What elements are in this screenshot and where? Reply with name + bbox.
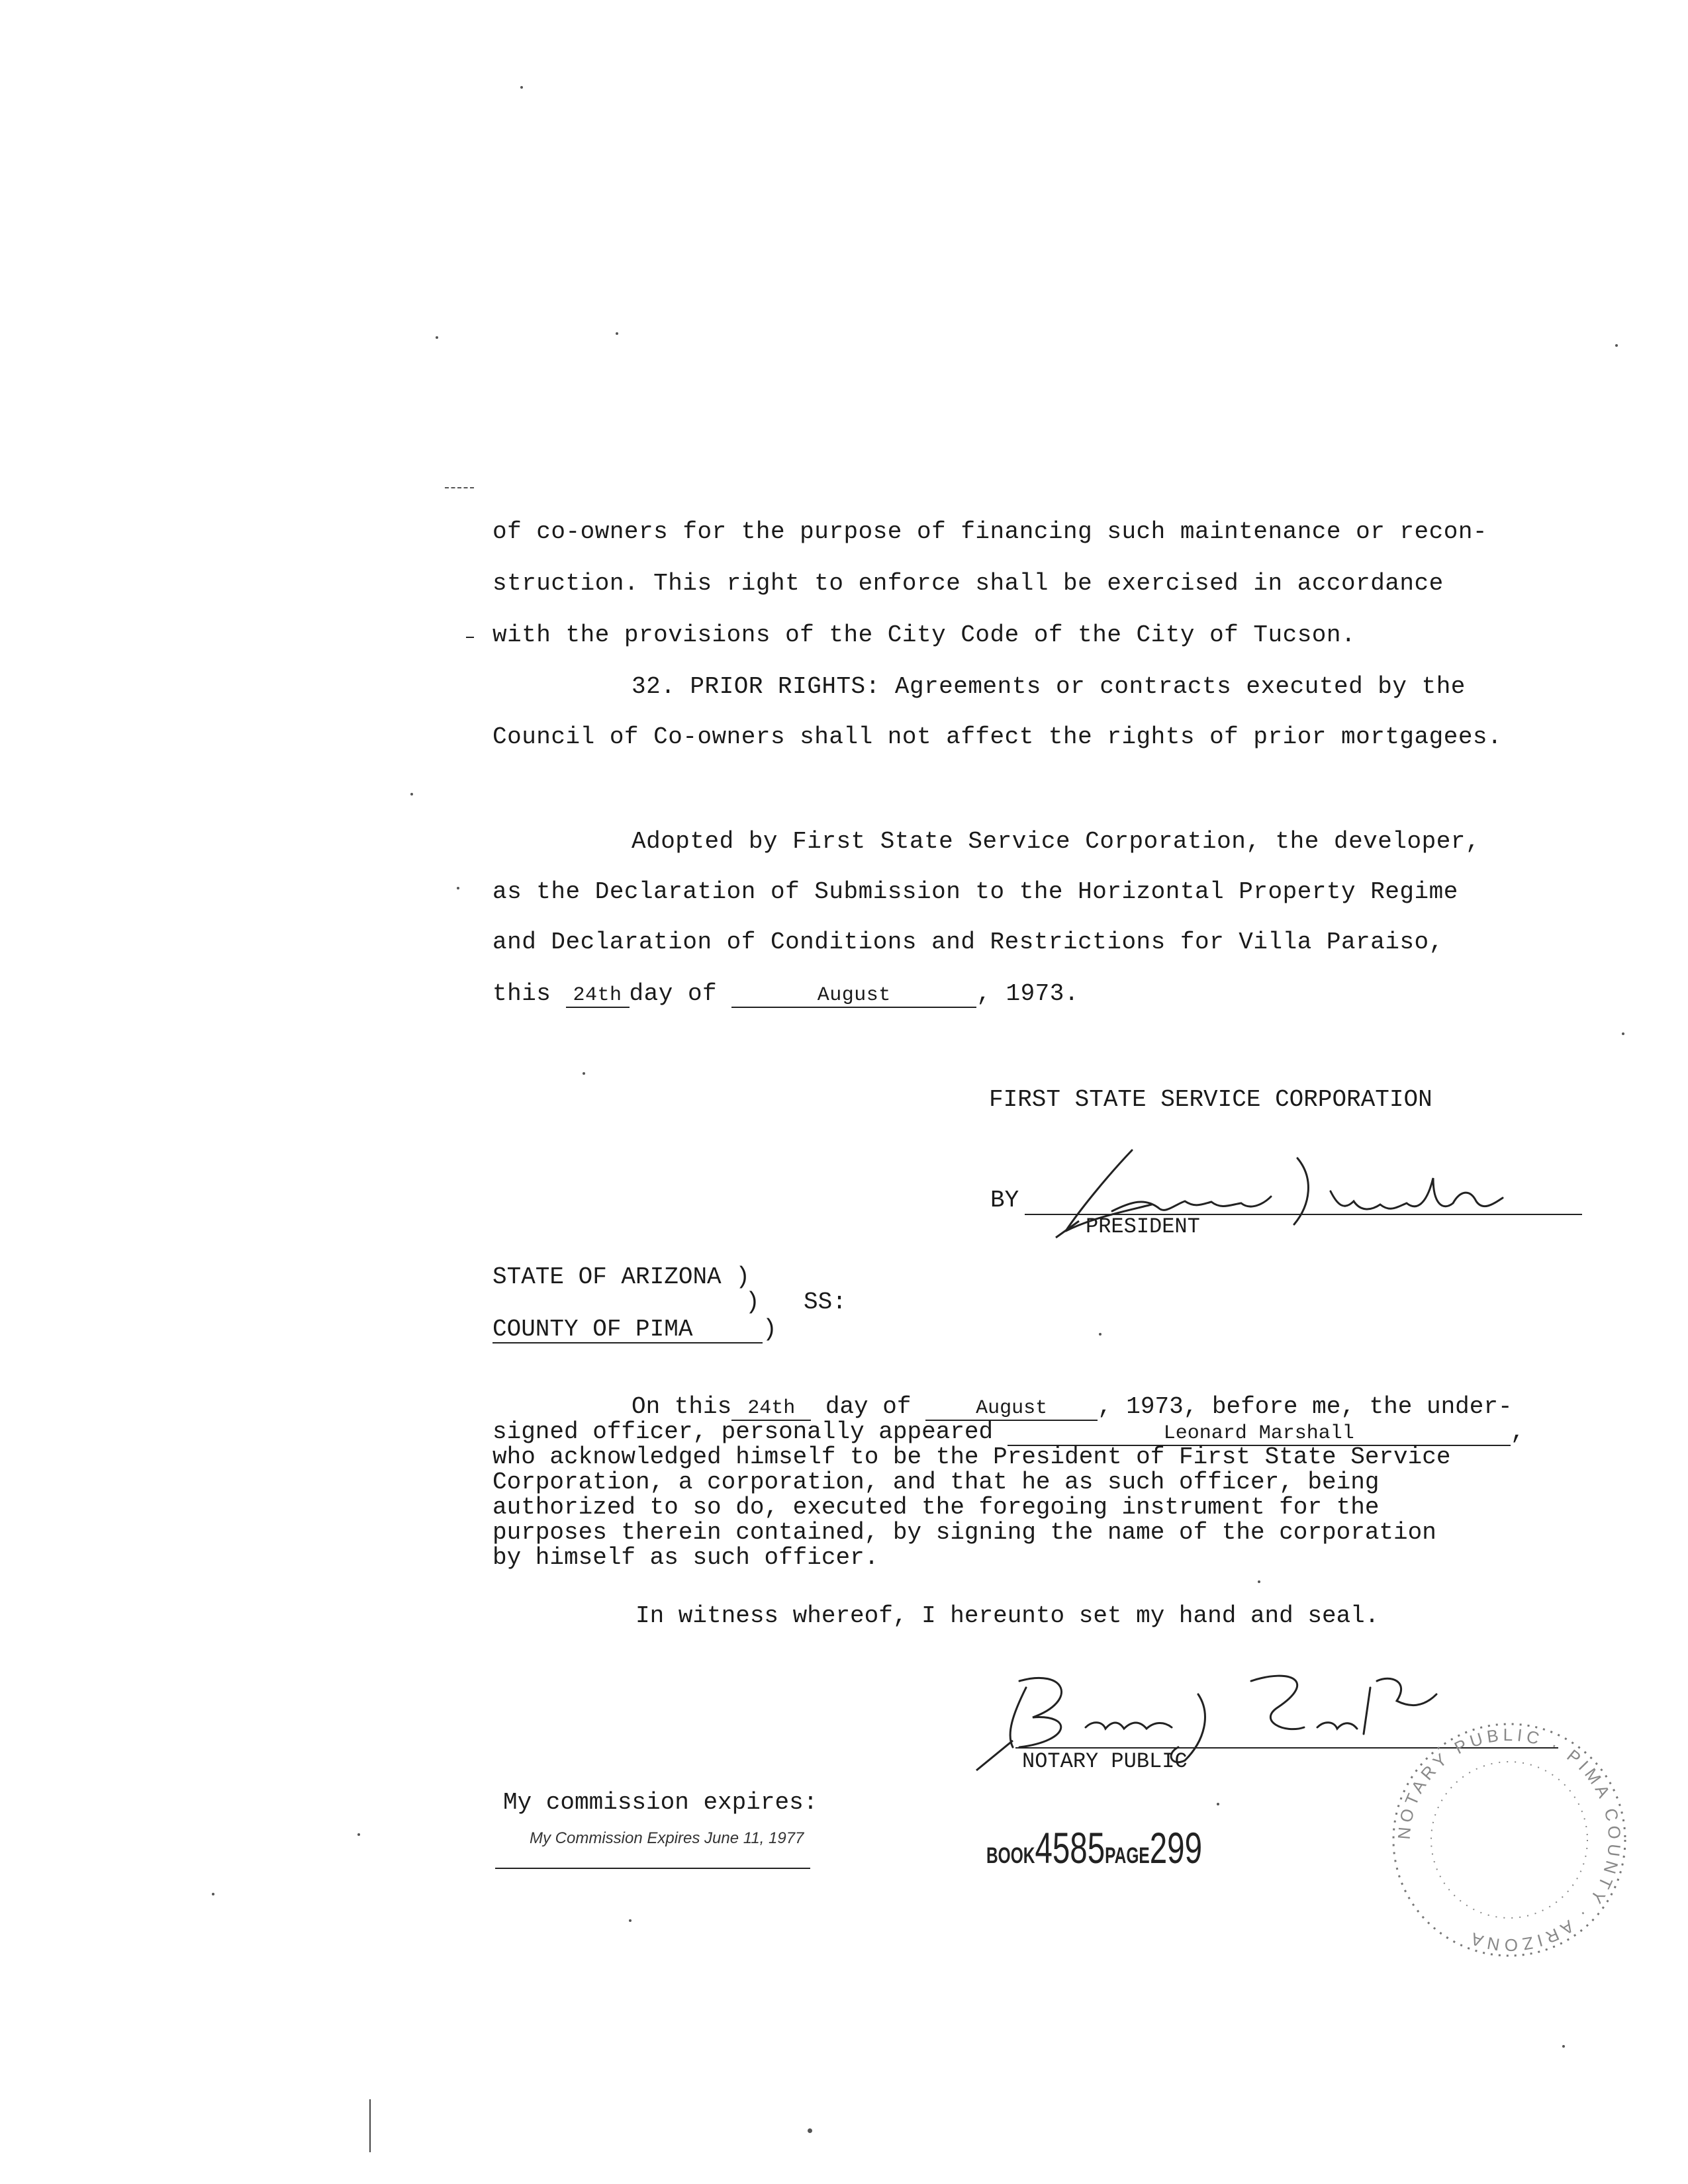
ack-line-4: Corporation, a corporation, and that he as such officer, being xyxy=(492,1469,1380,1496)
ack-name-field: Leonard Marshall xyxy=(1008,1424,1511,1446)
company-name: FIRST STATE SERVICE CORPORATION xyxy=(989,1086,1432,1113)
venue-paren-mid: ) xyxy=(745,1289,760,1316)
scan-speck xyxy=(808,2128,812,2133)
scan-speck xyxy=(1562,2045,1565,2048)
commission-label: My commission expires: xyxy=(503,1789,818,1816)
book-number: 4585 xyxy=(1035,1823,1105,1872)
venue-county-line: COUNTY OF PIMA ) xyxy=(492,1316,777,1343)
adoption-day-suffix: day of xyxy=(629,980,718,1007)
ack-month-field: August xyxy=(925,1398,1098,1421)
page-label: PAGE xyxy=(1105,1843,1150,1868)
venue-state: STATE OF ARIZONA ) xyxy=(492,1263,750,1291)
body-line-4: 32. PRIOR RIGHTS: Agreements or contracts executed by the xyxy=(632,673,1466,700)
body-line-3: with the provisions of the City Code of the City of Tucson. xyxy=(492,621,1356,649)
commission-stamp: My Commission Expires June 11, 1977 xyxy=(530,1829,804,1847)
ack-line-7: by himself as such officer. xyxy=(492,1544,879,1571)
margin-mark xyxy=(369,2099,371,2152)
ack-line-6: purposes therein contained, by signing the name of the corporation xyxy=(492,1519,1436,1546)
adoption-line-2: as the Declaration of Submission to the Horizontal Property Regime xyxy=(492,878,1458,905)
venue-county: COUNTY OF PIMA xyxy=(492,1317,763,1343)
by-label: BY xyxy=(990,1187,1019,1214)
adoption-day-field: 24th xyxy=(566,985,630,1008)
body-line-1: of co-owners for the purpose of financing such maintenance or recon- xyxy=(492,518,1488,545)
president-title: PRESIDENT xyxy=(1086,1214,1200,1239)
adoption-line-1: Adopted by First State Service Corporation, the developer, xyxy=(632,828,1481,855)
adoption-prefix: this xyxy=(492,980,551,1007)
commission-line xyxy=(495,1868,810,1869)
adoption-year: , 1973. xyxy=(976,980,1079,1007)
ack-day-field: 24th xyxy=(731,1398,811,1421)
scan-speck xyxy=(616,332,618,335)
notary-seal xyxy=(1377,1707,1642,1972)
scan-speck xyxy=(436,336,438,339)
scan-speck xyxy=(1258,1580,1260,1583)
scan-speck xyxy=(1615,344,1618,347)
scan-speck xyxy=(1622,1032,1624,1035)
scan-speck xyxy=(583,1072,585,1075)
scan-speck xyxy=(1099,1333,1102,1336)
adoption-month-field: August xyxy=(731,985,976,1008)
book-label: BOOK xyxy=(986,1843,1035,1868)
venue-ss: SS: xyxy=(804,1289,847,1316)
page-number: 299 xyxy=(1149,1823,1203,1872)
scan-speck xyxy=(410,793,413,796)
ack-line-5: authorized to so do, executed the foregoing instrument for the xyxy=(492,1494,1380,1521)
svg-text:NOTARY PUBLIC · PIMA COUNTY · xyxy=(1394,1725,1625,1955)
margin-tick xyxy=(466,637,474,638)
scan-speck xyxy=(520,86,523,89)
ack-line-2: signed officer, personally appeared Leonard Marshall , xyxy=(492,1418,1525,1445)
scan-speck xyxy=(457,887,459,889)
scan-speck xyxy=(1217,1803,1219,1805)
notary-title: NOTARY PUBLIC xyxy=(1022,1749,1188,1774)
witness-line: In witness whereof, I hereunto set my hand and seal. xyxy=(635,1602,1380,1629)
scan-speck xyxy=(212,1893,214,1895)
ack-line-3: who acknowledged himself to be the President of First State Service xyxy=(492,1443,1451,1471)
scan-speck xyxy=(357,1833,360,1836)
body-line-2: struction. This right to enforce shall be exercised in accordance xyxy=(492,570,1444,597)
adoption-line-3: and Declaration of Conditions and Restrictions for Villa Paraiso, xyxy=(492,929,1444,956)
adoption-date-line xyxy=(492,982,1079,1008)
body-line-5: Council of Co-owners shall not affect the rights of prior mortgagees. xyxy=(492,723,1503,751)
seal-text: NOTARY PUBLIC · PIMA COUNTY · ARIZONA xyxy=(1393,1724,1625,1956)
president-signature-image xyxy=(1053,1138,1529,1244)
recording-stamp xyxy=(986,1823,1202,1873)
scan-speck xyxy=(629,1919,632,1922)
margin-tick xyxy=(445,487,474,488)
ack-line-1: On this 24th day of August , 1973, before me, the under- xyxy=(632,1393,1513,1420)
